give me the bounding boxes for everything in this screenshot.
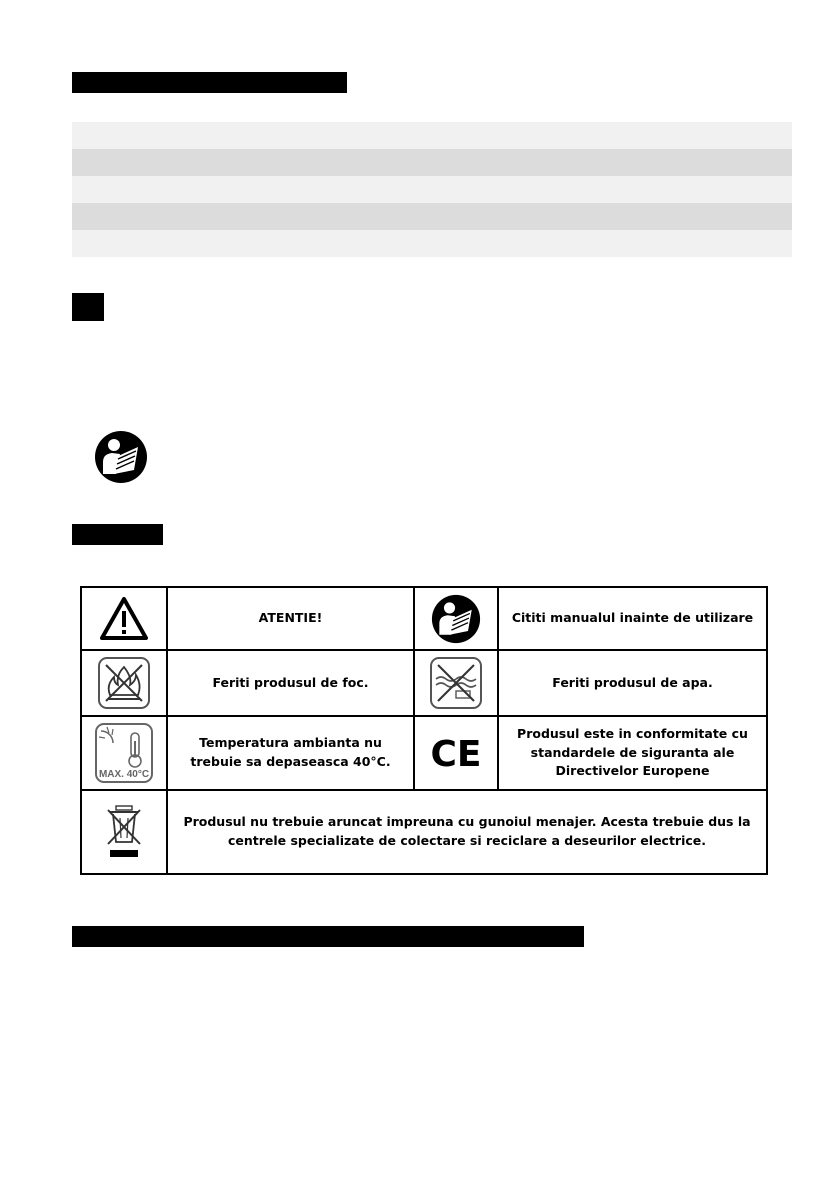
warning-triangle-icon	[99, 596, 149, 642]
redacted-heading-2	[72, 293, 104, 321]
ce-mark-label: CE	[430, 734, 482, 773]
symbols-row	[81, 650, 767, 716]
redacted-heading-4	[72, 926, 584, 947]
temperature-cell	[81, 716, 167, 790]
symbols-row	[81, 716, 767, 790]
read-manual-icon	[94, 430, 148, 484]
temperature-icon	[93, 721, 155, 785]
manual-text: Cititi manualul inainte de utilizare	[498, 587, 767, 650]
manual-cell	[414, 587, 498, 650]
temperature-text: Temperatura ambianta nu trebuie sa depaseasca 40°C.	[167, 716, 414, 790]
no-fire-icon	[96, 655, 152, 711]
table-row	[72, 122, 792, 149]
ce-cell	[414, 716, 498, 790]
weee-text: Produsul nu trebuie aruncat impreuna cu gunoiul menajer. Acesta trebuie dus la centrele specializate de colectare si reciclare a deseurilor electrice.	[167, 790, 767, 874]
fire-text: Feriti produsul de foc.	[167, 650, 414, 716]
warning-text: ATENTIE!	[167, 587, 414, 650]
symbols-row	[81, 790, 767, 874]
fire-cell	[81, 650, 167, 716]
symbols-row	[81, 587, 767, 650]
table-row	[72, 149, 792, 176]
no-water-icon	[428, 655, 484, 711]
redacted-heading-1	[72, 72, 347, 93]
weee-cell	[81, 790, 167, 874]
warning-cell	[81, 587, 167, 650]
ce-text: Produsul este in conformitate cu standardele de siguranta ale Directivelor Europene	[498, 716, 767, 790]
redacted-heading-3	[72, 524, 163, 545]
temperature-icon-label: MAX. 40°C	[98, 769, 150, 780]
symbols-table	[80, 586, 768, 875]
read-manual-icon	[431, 594, 481, 644]
water-text: Feriti produsul de apa.	[498, 650, 767, 716]
table-row	[72, 176, 792, 203]
water-cell	[414, 650, 498, 716]
weee-bin-icon	[102, 802, 146, 862]
table-row	[72, 230, 792, 257]
ce-mark-icon	[430, 733, 482, 773]
table-row	[72, 203, 792, 230]
